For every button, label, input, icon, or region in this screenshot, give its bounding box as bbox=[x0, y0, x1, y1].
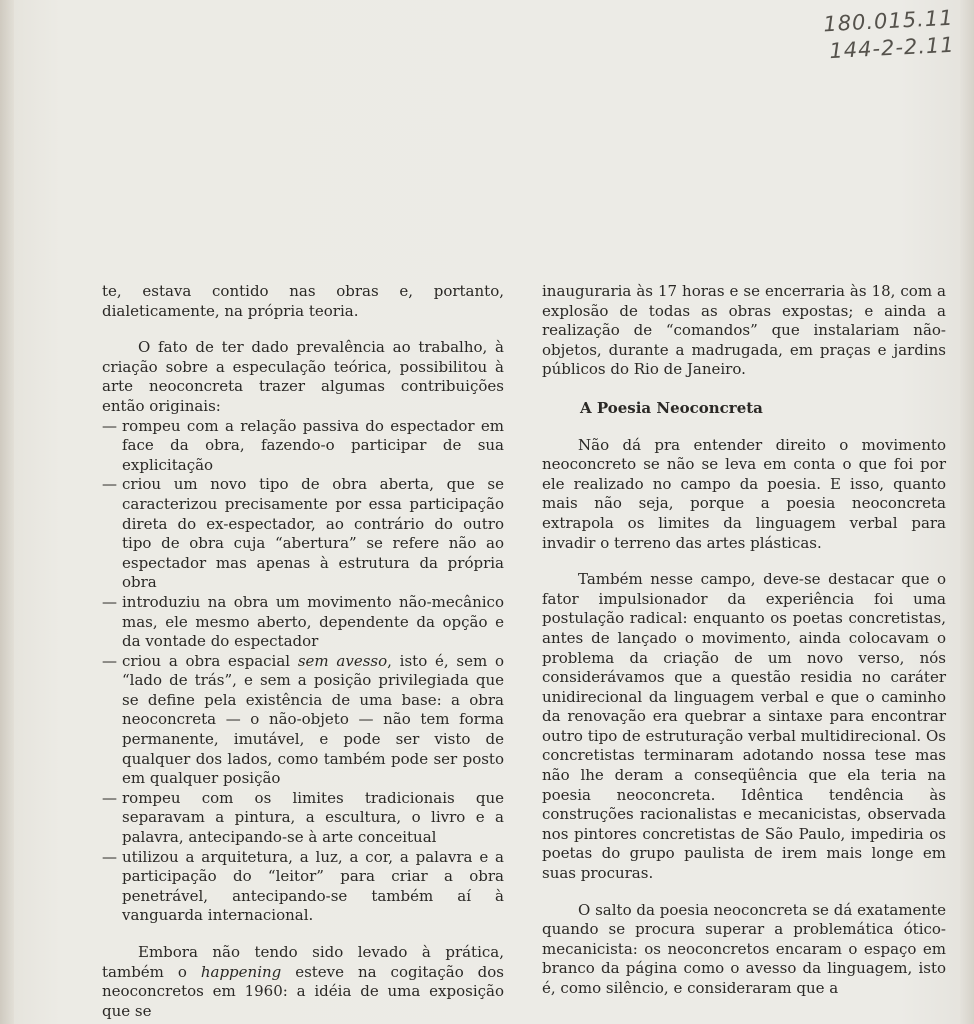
list-item bbox=[102, 652, 504, 789]
list-item-text-start: criou a obra espacial bbox=[122, 651, 298, 670]
annotation-line-1: 180.015.11 bbox=[822, 5, 955, 37]
right-column bbox=[542, 282, 946, 999]
list-item-text bbox=[122, 652, 504, 788]
section-heading: A Poesia Neoconcreta bbox=[580, 398, 763, 417]
paragraph-end: esteve na cogitação dos neoconcretos em 1960: a idéia de uma exposição que se bbox=[102, 962, 505, 1020]
handwritten-annotation bbox=[823, 5, 956, 66]
annotation-line-2: 144-2-2.11 bbox=[828, 32, 956, 64]
paragraph: te, estava contido nas obras e, portanto, dialeticamente, na própria teoria. bbox=[102, 282, 504, 320]
list-dash: — bbox=[102, 651, 117, 670]
paragraph-start: Embora não tendo sido levado à prática, também o bbox=[102, 943, 504, 981]
list-dash: — bbox=[102, 592, 117, 611]
list-item bbox=[102, 848, 504, 926]
paragraph: Também nesse campo, deve-se destacar que o fator impulsionador da experiência foi uma postulação radical: enquanto os poetas concretistas, antes de lançado o movimento, ainda colocavam o problema da criação de um novo verso, nós considerávamos que a questão residia no caráter unidirecional da linguagem verbal e que o caminho da renovação era quebrar a sintaxe para encontrar outro tipo de estruturação verbal multidirecional. Os concretistas terminaram adotando nossa tese mas não lhe deram a conseqüência que ela teria na poesia neoconcreta. Idêntica tendência às construções racionalistas e mecanicistas, observada nos pintores concretistas de São Paulo, impediria os poetas do grupo paulista de irem mais longe em suas procuras. bbox=[542, 570, 946, 883]
list-item-text: introduziu na obra um movimento não-mecânico mas, ele mesmo aberto, dependente da opção e da vontade do espectador bbox=[122, 592, 504, 651]
list-item bbox=[102, 417, 504, 476]
list-item-text: utilizou a arquitetura, a luz, a cor, a palavra e a participação do “leitor” para criar a obra penetrável, antecipando-se também aí à vanguarda internacional. bbox=[122, 847, 504, 925]
left-column bbox=[102, 282, 504, 1021]
list-dash: — bbox=[102, 416, 117, 435]
list-item-text: rompeu com a relação passiva do espectador em face da obra, fazendo-o participar de sua explicitação bbox=[122, 416, 504, 474]
page-edge-shadow bbox=[960, 0, 974, 1024]
list-item-text: rompeu com os limites tradicionais que separavam a pintura, a escultura, o livro e a palavra, antecipando-se à arte conceitual bbox=[122, 788, 504, 847]
list-dash: — bbox=[102, 788, 117, 807]
list-item bbox=[102, 475, 504, 593]
list-item-text: criou um novo tipo de obra aberta, que se caracterizou precisamente por essa participação direta do ex-espectador, ao contrário do outro tipo de obra cuja “abertura” se refere não ao espectador mas apenas à estrutura da própria obra bbox=[122, 475, 504, 592]
emphasis-happening: happening bbox=[200, 962, 282, 981]
paragraph: Não dá pra entender direito o movimento neoconcreto se não se leva em conta o que foi por ele realizado no campo da poesia. E isso, quanto mais não seja, porque a poesia neoconcreta extrapola os limites da linguagem verbal para invadir o terreno das artes plásticas. bbox=[542, 435, 946, 552]
emphasis-sem-avesso: sem avesso bbox=[297, 651, 388, 670]
list-item bbox=[102, 789, 504, 848]
page-spine-shadow bbox=[0, 0, 14, 1024]
paragraph: O fato de ter dado prevalência ao trabalho, à criação sobre a especulação teórica, possibilitou à arte neoconcreta trazer algumas contribuições então originais: bbox=[102, 338, 504, 415]
list-dash: — bbox=[102, 475, 117, 494]
paragraph: O salto da poesia neoconcreta se dá exatamente quando se procura superar a problemática ótico-mecanicista: os neoconcretos encaram o espaço em branco da página como o avesso da linguagem, isto é, como silêncio, e consideraram que a bbox=[542, 900, 946, 997]
list-item-text-end: , isto é, sem o “lado de trás”, e sem a posição privilegiada que se define pela existência de uma base: a obra neoconcreta — o não-objeto — não tem forma permanente, imutável, e pode ser visto de qualquer dos lados, como também pode ser posto em qualquer posição bbox=[122, 651, 504, 788]
list-dash: — bbox=[102, 847, 117, 866]
paragraph bbox=[102, 943, 504, 1021]
paragraph: inauguraria às 17 horas e se encerraria às 18, com a explosão de todas as obras expostas; e ainda a realização de “comandos” que instalariam não-objetos, durante a madrugada, em praças e jardins públicos do Rio de Janeiro. bbox=[542, 282, 946, 379]
list-item bbox=[102, 593, 504, 652]
